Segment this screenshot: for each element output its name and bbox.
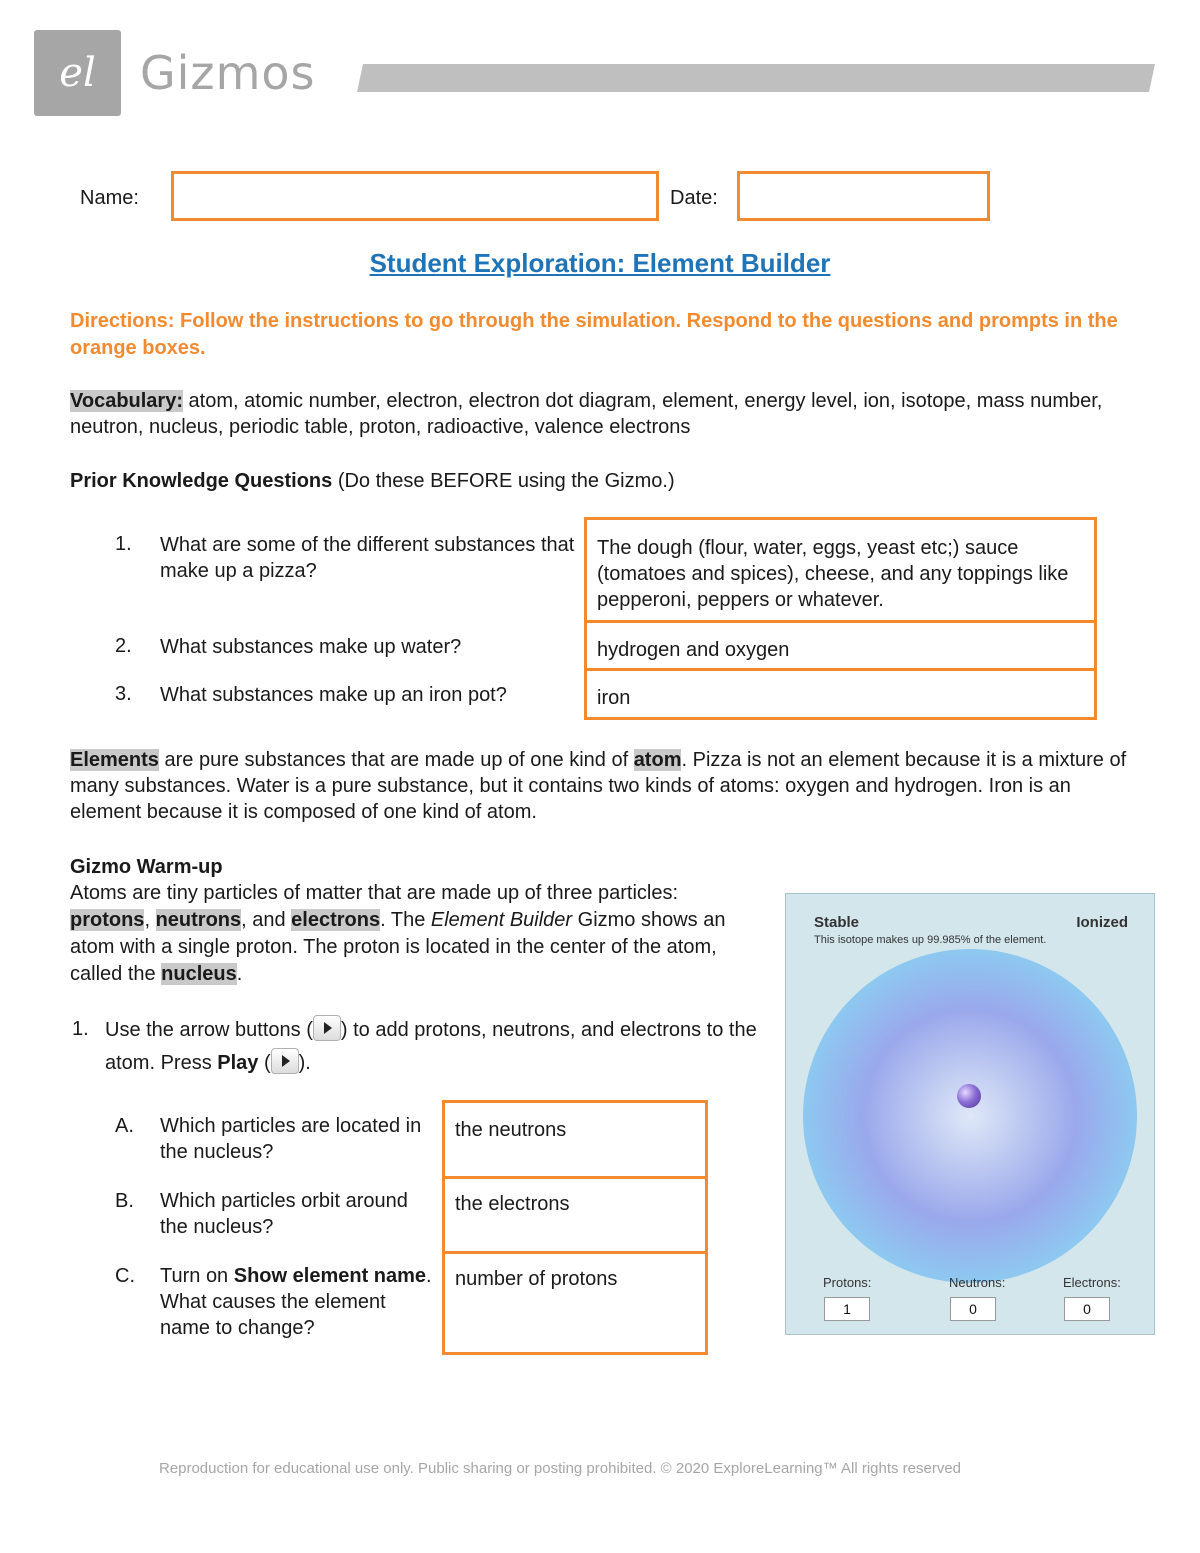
ionized-label: Ionized <box>1076 914 1128 931</box>
date-label: Date: <box>670 187 718 209</box>
electron-cloud <box>803 949 1137 1283</box>
explorelearning-logo <box>34 30 121 116</box>
neutrons-label: Neutrons: <box>949 1275 1006 1290</box>
show-element-name-label: Show element name <box>233 1265 427 1287</box>
question-letter: B. <box>115 1190 134 1212</box>
paragraph-text: , <box>144 909 156 931</box>
paragraph-text: . The <box>380 909 431 931</box>
term-atom: atom <box>633 749 682 771</box>
electrons-label: Electrons: <box>1063 1275 1121 1290</box>
question-text: Which particles orbit around the nucleus? <box>160 1190 408 1238</box>
question-text: What substances make up an iron pot? <box>160 684 507 706</box>
term-neutrons: neutrons <box>155 909 242 931</box>
paragraph-text: . Pizza is not an element because it is a mixture of many substances. Water is a pure substance, but it contains two kinds of atoms: oxygen and hydrogen. Iron is an element because it is composed of one kind of atom. <box>70 749 1127 823</box>
warmup-heading: Gizmo Warm-up <box>70 856 223 878</box>
element-builder-simulation <box>785 893 1155 1335</box>
date-field[interactable] <box>737 171 990 221</box>
copyright-footer: Reproduction for educational use only. Public sharing or posting prohibited. © 2020 ExploreLearning™ All rights reserved <box>158 1460 962 1477</box>
answer-box[interactable]: the electrons <box>442 1176 708 1254</box>
question-text <box>160 1263 435 1341</box>
term-electrons: electrons <box>291 909 381 931</box>
logo-mark: el <box>59 50 96 96</box>
paragraph-text: ( <box>258 1052 271 1074</box>
paragraph-text: Use the arrow buttons ( <box>105 1019 313 1041</box>
term-nucleus: nucleus <box>161 963 237 985</box>
warmup-intro <box>70 880 760 988</box>
page-title: Student Exploration: Element Builder <box>369 248 831 278</box>
electrons-field[interactable]: 0 <box>1064 1297 1110 1321</box>
vocabulary-label: Vocabulary: <box>70 390 183 412</box>
play-button-icon <box>271 1048 299 1074</box>
nucleus-proton <box>957 1084 981 1108</box>
term-protons: protons <box>70 909 145 931</box>
answer-box[interactable]: the neutrons <box>442 1100 708 1179</box>
question-letter: C. <box>115 1265 135 1287</box>
term-elements: Elements <box>70 749 159 771</box>
header-banner-bar <box>357 64 1155 92</box>
stability-label: Stable <box>814 914 860 931</box>
directions-text: Directions: Follow the instructions to go through the simulation. Respond to the questions and prompts in the orange boxes. <box>70 310 1118 359</box>
paragraph-text: are pure substances that are made up of one kind of <box>158 749 634 771</box>
step-number: 1. <box>72 1018 89 1040</box>
vocabulary-list: atom, atomic number, electron, electron dot diagram, element, energy level, ion, isotope, mass number, neutron, nucleus, periodic table, proton, radioactive, valence electrons <box>70 390 1103 438</box>
protons-label: Protons: <box>823 1275 872 1290</box>
elements-paragraph <box>70 747 1130 825</box>
paragraph-text: Gizmo shows an atom with a single proton. The proton is located in the center of the atom, called the <box>70 909 726 985</box>
question-number: 3. <box>115 683 132 705</box>
step-text <box>105 1014 765 1080</box>
question-text: What are some of the different substances that make up a pizza? <box>160 534 575 582</box>
gizmo-name: Element Builder <box>430 909 573 931</box>
arrow-button-icon <box>313 1015 341 1041</box>
question-number: 2. <box>115 635 132 657</box>
answer-box[interactable]: number of protons <box>442 1251 708 1355</box>
prior-knowledge-heading-line <box>70 468 675 494</box>
prior-knowledge-note: (Do these BEFORE using the Gizmo.) <box>332 470 675 492</box>
brand-name: Gizmos <box>140 46 316 100</box>
question-text: Which particles are located in the nucleus? <box>160 1115 422 1163</box>
paragraph-text: Turn on <box>160 1265 234 1287</box>
paragraph-text: ). <box>298 1052 311 1074</box>
protons-field[interactable]: 1 <box>824 1297 870 1321</box>
question-text: What substances make up water? <box>160 636 462 658</box>
paragraph-text: , and <box>241 909 292 931</box>
paragraph-text: ) to add protons, neutrons, and electrons to the atom. Press <box>105 1019 757 1074</box>
prior-knowledge-heading: Prior Knowledge Questions <box>70 470 333 492</box>
question-letter: A. <box>115 1115 134 1137</box>
paragraph-text: . <box>236 963 243 985</box>
paragraph-text: . What causes the element name to change? <box>160 1265 432 1339</box>
name-label: Name: <box>80 187 139 209</box>
neutrons-field[interactable]: 0 <box>950 1297 996 1321</box>
question-number: 1. <box>115 533 132 555</box>
isotope-note: This isotope makes up 99.985% of the element. <box>814 934 1047 946</box>
answer-box[interactable]: iron <box>584 668 1097 720</box>
answer-box[interactable]: The dough (flour, water, eggs, yeast etc;) sauce (tomatoes and spices), cheese, and any toppings like pepperoni, peppers or whatever. <box>584 517 1097 623</box>
paragraph-text: Atoms are tiny particles of matter that are made up of three particles: <box>70 882 679 904</box>
name-field[interactable] <box>171 171 659 221</box>
vocabulary-paragraph <box>70 388 1130 440</box>
play-label: Play <box>217 1052 259 1074</box>
answer-box[interactable]: hydrogen and oxygen <box>584 620 1097 671</box>
